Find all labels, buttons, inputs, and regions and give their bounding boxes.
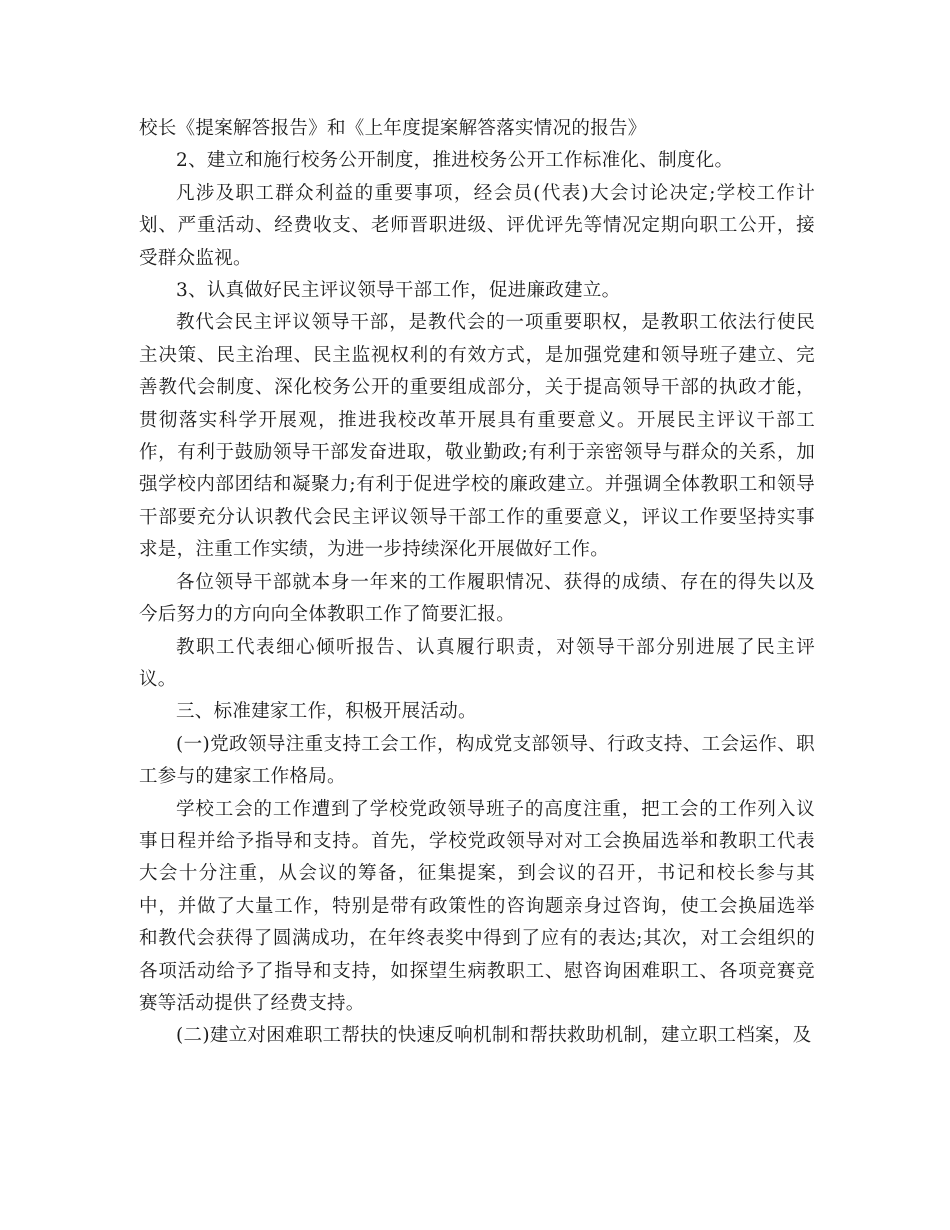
paragraph-subsection-2-heading: (二)建立对困难职工帮扶的快速反响机制和帮扶救助机制，建立职工档案，及 xyxy=(176,1025,812,1047)
paragraph-democratic-evaluation: 教代会民主评议领导干部，是教代会的一项重要职权，是教职工依法行使民主决策、民主治理、民主监视权利的有效方式，是加强党建和领导班子建立、完善教代会制度、深化校务公开的重要组成部分，关于提高领导干部的执政才能，贯彻落实科学开展观，推进我校改革开展具有重要意义。开展民主评议干部工作，有利于鼓励领导干部发奋进取，敬业勤政;有利于亲密领导与群众的关系，加强学校内部团结和凝聚力;有利于促进学校的廉政建立。并强调全体教职工和领导干部要充分认识教代会民主评议领导干部工作的重要意义，评议工作要坚持实事求是，注重工作实绩，为进一步持续深化开展做好工作。 xyxy=(139,312,815,561)
paragraph-union-support: 学校工会的工作遭到了学校党政领导班子的高度注重，把工会的工作列入议事日程并给予指导和支持。首先，学校党政领导对对工会换届选举和教职工代表大会十分注重，从会议的筹备，征集提案，到会议的召开，书记和校长参与其中，并做了大量工作，特别是带有政策性的咨询题亲身过咨询，使工会换届选举和教代会获得了圆满成功，在年终表奖中得到了应有的表达;其次，对工会组织的各项活动给予了指导和支持，如探望生病教职工、慰咨询困难职工、各项竞赛竞赛等活动提供了经费支持。 xyxy=(139,798,815,1014)
paragraph-leader-report: 各位领导干部就本身一年来的工作履职情况、获得的成绩、存在的得失以及今后努力的方向向全体教职工作了简要汇报。 xyxy=(139,571,815,626)
paragraph-staff-evaluation: 教职工代表细心倾听报告、认真履行职责，对领导干部分别进展了民主评议。 xyxy=(139,636,815,690)
paragraph-item-3-heading: 3、认真做好民主评议领导干部工作，促进廉政建立。 xyxy=(176,280,621,302)
paragraph-continuation: 校长《提案解答报告》和《上年度提案解答落实情况的报告》 xyxy=(139,118,647,139)
paragraph-open-affairs: 凡涉及职工群众利益的重要事项，经会员(代表)大会讨论决定;学校工作计划、严重活动、经费收支、老师晋职进级、评优评先等情况定期向职工公开，接受群众监视。 xyxy=(139,182,815,269)
document-body xyxy=(139,113,815,1053)
paragraph-section-3-heading: 三、标准建家工作，积极开展活动。 xyxy=(176,701,477,723)
paragraph-item-2-heading: 2、建立和施行校务公开制度，推进校务公开工作标准化、制度化。 xyxy=(176,150,734,172)
paragraph-subsection-1-heading: (一)党政领导注重支持工会工作，构成党支部领导、行政支持、工会运作、职工参与的建家工作格局。 xyxy=(139,733,815,788)
